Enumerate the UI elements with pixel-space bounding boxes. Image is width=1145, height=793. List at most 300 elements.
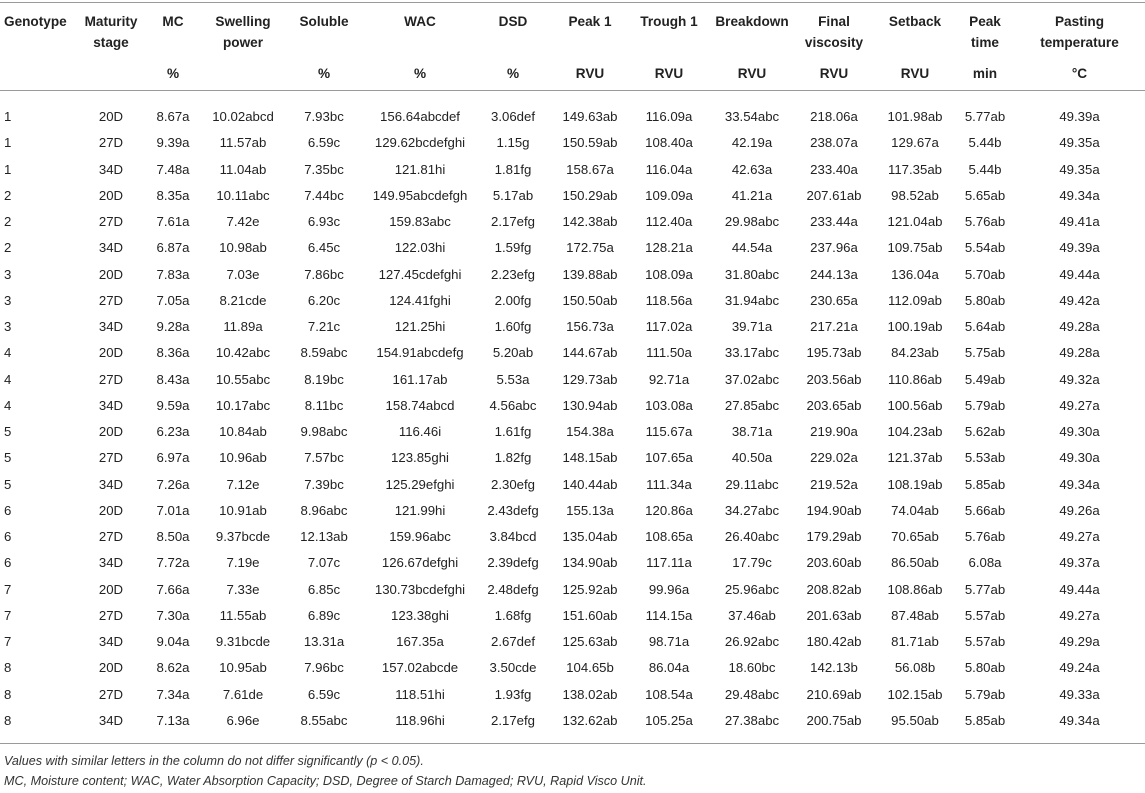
footnote-significance: Values with similar letters in the column do not differ significantly (p < 0.05). bbox=[4, 754, 424, 768]
cell-trough-1: 111.50a bbox=[646, 345, 692, 361]
cell-peak-1: 155.13a bbox=[566, 502, 614, 518]
cell-peak-time: 5.53ab bbox=[964, 450, 1006, 466]
cell-breakdown: 17.79c bbox=[732, 555, 772, 571]
cell-peak-time: 5.75ab bbox=[964, 345, 1006, 361]
header-setback: Setback RVU bbox=[888, 14, 942, 81]
cell-setback: 87.48ab bbox=[891, 607, 939, 623]
cell-setback: 95.50ab bbox=[891, 712, 939, 728]
cell-mc: 8.35a bbox=[156, 187, 190, 203]
cell-maturity-stage: 27D bbox=[98, 607, 124, 623]
cell-swelling-power: 11.57ab bbox=[219, 135, 267, 151]
cell-pasting-temperature: 49.32a bbox=[1059, 371, 1100, 387]
cell-swelling-power: 11.04ab bbox=[219, 161, 267, 177]
cell-mc: 9.04a bbox=[156, 634, 190, 650]
cell-genotype: 6 bbox=[4, 529, 12, 545]
cell-breakdown: 31.94abc bbox=[724, 292, 780, 308]
cell-swelling-power: 10.84ab bbox=[219, 424, 267, 440]
cell-dsd: 2.48defg bbox=[487, 581, 539, 597]
cell-breakdown: 26.40abc bbox=[724, 529, 780, 545]
cell-mc: 7.30a bbox=[156, 607, 190, 623]
cell-pasting-temperature: 49.44a bbox=[1059, 266, 1100, 282]
cell-mc: 8.67a bbox=[156, 109, 190, 125]
cell-mc: 9.39a bbox=[156, 135, 190, 151]
cell-final-viscosity: 203.60ab bbox=[806, 555, 862, 571]
cell-wac: 149.95abcdefgh bbox=[372, 187, 468, 203]
cell-peak-1: 149.63ab bbox=[562, 109, 618, 125]
cell-trough-1: 128.21a bbox=[645, 240, 693, 256]
cell-swelling-power: 11.55ab bbox=[219, 607, 267, 623]
cell-genotype: 4 bbox=[4, 345, 12, 361]
cell-soluble: 8.11bc bbox=[304, 397, 344, 413]
cell-trough-1: 108.40a bbox=[645, 135, 693, 151]
cell-soluble: 7.96bc bbox=[304, 660, 344, 676]
cell-breakdown: 34.27abc bbox=[724, 502, 780, 518]
cell-peak-1: 151.60ab bbox=[562, 607, 618, 623]
cell-breakdown: 42.19a bbox=[731, 135, 773, 151]
table-row bbox=[0, 209, 1145, 235]
cell-maturity-stage: 34D bbox=[98, 240, 124, 256]
cell-peak-1: 148.15ab bbox=[562, 450, 618, 466]
cell-pasting-temperature: 49.39a bbox=[1059, 240, 1100, 256]
cell-maturity-stage: 34D bbox=[98, 634, 124, 650]
cell-trough-1: 107.65a bbox=[645, 450, 693, 466]
cell-final-viscosity: 219.52a bbox=[810, 476, 858, 492]
cell-maturity-stage: 20D bbox=[98, 187, 124, 203]
cell-peak-time: 5.64ab bbox=[964, 319, 1006, 335]
cell-peak-time: 5.76ab bbox=[964, 529, 1006, 545]
table-row bbox=[0, 445, 1145, 471]
cell-peak-time: 5.77ab bbox=[964, 581, 1006, 597]
cell-maturity-stage: 20D bbox=[98, 502, 124, 518]
cell-setback: 70.65ab bbox=[891, 529, 939, 545]
cell-wac: 130.73bcdefghi bbox=[374, 581, 466, 597]
header-genotype: Genotype bbox=[4, 14, 67, 29]
cell-swelling-power: 10.95ab bbox=[219, 660, 267, 676]
cell-mc: 8.62a bbox=[156, 660, 190, 676]
cell-peak-1: 140.44ab bbox=[562, 476, 618, 492]
cell-final-viscosity: 210.69ab bbox=[806, 686, 862, 702]
cell-final-viscosity: 229.02a bbox=[810, 450, 858, 466]
cell-pasting-temperature: 49.42a bbox=[1059, 292, 1100, 308]
cell-trough-1: 108.65a bbox=[645, 529, 693, 545]
cell-peak-time: 5.57ab bbox=[964, 634, 1006, 650]
cell-swelling-power: 7.12e bbox=[226, 476, 260, 492]
cell-dsd: 1.60fg bbox=[494, 319, 532, 335]
cell-maturity-stage: 20D bbox=[98, 581, 124, 597]
table-header bbox=[0, 11, 1145, 89]
cell-pasting-temperature: 49.34a bbox=[1059, 476, 1100, 492]
cell-peak-time: 5.44b bbox=[968, 161, 1002, 177]
cell-soluble: 7.39bc bbox=[304, 476, 344, 492]
cell-soluble: 7.44bc bbox=[304, 187, 344, 203]
cell-genotype: 1 bbox=[4, 135, 12, 151]
cell-soluble: 6.59c bbox=[307, 686, 341, 702]
cell-swelling-power: 7.61de bbox=[222, 686, 264, 702]
cell-final-viscosity: 233.44a bbox=[810, 214, 858, 230]
cell-wac: 127.45cdefghi bbox=[378, 266, 462, 282]
cell-breakdown: 26.92abc bbox=[724, 634, 780, 650]
cell-genotype: 6 bbox=[4, 555, 12, 571]
cell-breakdown: 44.54a bbox=[731, 240, 773, 256]
cell-mc: 7.01a bbox=[156, 502, 190, 518]
cell-wac: 121.25hi bbox=[394, 319, 446, 335]
cell-pasting-temperature: 49.35a bbox=[1059, 135, 1100, 151]
cell-breakdown: 41.21a bbox=[731, 187, 773, 203]
cell-breakdown: 37.46ab bbox=[728, 607, 776, 623]
cell-pasting-temperature: 49.39a bbox=[1059, 109, 1100, 125]
cell-swelling-power: 10.55abc bbox=[215, 371, 271, 387]
cell-pasting-temperature: 49.37a bbox=[1059, 555, 1100, 571]
cell-genotype: 7 bbox=[4, 581, 12, 597]
cell-soluble: 7.07c bbox=[307, 555, 341, 571]
cell-maturity-stage: 20D bbox=[98, 660, 124, 676]
cell-trough-1: 117.02a bbox=[645, 319, 693, 335]
cell-wac: 159.96abc bbox=[389, 529, 451, 545]
cell-soluble: 8.19bc bbox=[304, 371, 344, 387]
cell-dsd: 1.59fg bbox=[494, 240, 532, 256]
cell-mc: 7.83a bbox=[156, 266, 190, 282]
cell-final-viscosity: 200.75ab bbox=[806, 712, 862, 728]
cell-maturity-stage: 20D bbox=[98, 266, 124, 282]
cell-pasting-temperature: 49.29a bbox=[1059, 634, 1100, 650]
cell-breakdown: 33.54abc bbox=[724, 109, 780, 125]
header-wac: WAC % bbox=[404, 14, 436, 81]
cell-genotype: 3 bbox=[4, 266, 12, 282]
cell-peak-1: 150.29ab bbox=[562, 187, 618, 203]
cell-dsd: 4.56abc bbox=[489, 397, 537, 413]
cell-swelling-power: 10.02abcd bbox=[212, 109, 274, 125]
cell-trough-1: 114.15a bbox=[645, 607, 693, 623]
cell-soluble: 7.35bc bbox=[304, 161, 344, 177]
cell-wac: 123.38ghi bbox=[391, 607, 449, 623]
cell-swelling-power: 7.33e bbox=[226, 581, 260, 597]
cell-soluble: 13.31a bbox=[303, 634, 345, 650]
cell-genotype: 4 bbox=[4, 397, 12, 413]
cell-setback: 98.52ab bbox=[891, 187, 939, 203]
cell-maturity-stage: 27D bbox=[98, 450, 124, 466]
cell-peak-time: 5.66ab bbox=[964, 502, 1006, 518]
cell-trough-1: 117.11a bbox=[646, 555, 692, 571]
cell-pasting-temperature: 49.26a bbox=[1059, 502, 1100, 518]
cell-swelling-power: 7.03e bbox=[226, 266, 260, 282]
cell-final-viscosity: 219.90a bbox=[810, 424, 858, 440]
cell-final-viscosity: 203.65ab bbox=[806, 397, 862, 413]
cell-mc: 6.87a bbox=[156, 240, 190, 256]
cell-swelling-power: 10.11abc bbox=[216, 187, 270, 203]
cell-peak-time: 5.79ab bbox=[964, 686, 1006, 702]
cell-maturity-stage: 34D bbox=[98, 319, 124, 335]
footnote-abbreviations: MC, Moisture content; WAC, Water Absorption Capacity; DSD, Degree of Starch Damaged; RVU, Rapid Visco Unit. bbox=[4, 774, 647, 788]
cell-pasting-temperature: 49.35a bbox=[1059, 161, 1100, 177]
data-table bbox=[0, 104, 1145, 734]
cell-trough-1: 118.56a bbox=[645, 292, 693, 308]
cell-trough-1: 116.09a bbox=[645, 109, 693, 125]
cell-setback: 81.71ab bbox=[891, 634, 939, 650]
cell-mc: 8.43a bbox=[156, 371, 190, 387]
cell-mc: 7.61a bbox=[156, 214, 190, 230]
cell-trough-1: 108.09a bbox=[645, 266, 693, 282]
cell-trough-1: 92.71a bbox=[648, 371, 690, 387]
cell-peak-1: 125.63ab bbox=[562, 634, 618, 650]
cell-final-viscosity: 142.13b bbox=[810, 660, 858, 676]
cell-genotype: 8 bbox=[4, 660, 12, 676]
cell-dsd: 2.00fg bbox=[494, 292, 532, 308]
cell-dsd: 1.68fg bbox=[494, 607, 532, 623]
cell-setback: 101.98ab bbox=[887, 109, 943, 125]
header-mc: MC % bbox=[162, 14, 184, 81]
cell-peak-1: 139.88ab bbox=[562, 266, 618, 282]
cell-peak-1: 156.73a bbox=[566, 319, 614, 335]
table-row bbox=[0, 130, 1145, 156]
table-row bbox=[0, 157, 1145, 183]
cell-setback: 109.75ab bbox=[887, 240, 943, 256]
cell-breakdown: 29.48abc bbox=[724, 686, 780, 702]
cell-soluble: 6.20c bbox=[307, 292, 341, 308]
cell-mc: 7.05a bbox=[156, 292, 190, 308]
table-row bbox=[0, 550, 1145, 576]
top-rule bbox=[0, 2, 1145, 3]
cell-peak-time: 5.49ab bbox=[964, 371, 1006, 387]
cell-soluble: 7.57bc bbox=[304, 450, 344, 466]
cell-genotype: 2 bbox=[4, 214, 12, 230]
cell-peak-1: 150.50ab bbox=[562, 292, 618, 308]
cell-maturity-stage: 27D bbox=[98, 214, 124, 230]
cell-pasting-temperature: 49.41a bbox=[1059, 214, 1100, 230]
cell-final-viscosity: 217.21a bbox=[810, 319, 858, 335]
cell-breakdown: 18.60bc bbox=[728, 660, 776, 676]
cell-setback: 108.86ab bbox=[887, 581, 943, 597]
cell-final-viscosity: 195.73ab bbox=[806, 345, 862, 361]
cell-final-viscosity: 194.90ab bbox=[806, 502, 862, 518]
cell-peak-1: 130.94ab bbox=[562, 397, 618, 413]
cell-trough-1: 103.08a bbox=[645, 397, 693, 413]
cell-mc: 8.36a bbox=[156, 345, 190, 361]
cell-peak-time: 5.76ab bbox=[964, 214, 1006, 230]
cell-genotype: 8 bbox=[4, 686, 12, 702]
cell-peak-time: 5.85ab bbox=[964, 476, 1006, 492]
cell-peak-1: 138.02ab bbox=[562, 686, 618, 702]
cell-peak-time: 5.44b bbox=[968, 135, 1002, 151]
cell-wac: 118.51hi bbox=[395, 686, 445, 702]
cell-swelling-power: 10.96ab bbox=[219, 450, 267, 466]
cell-pasting-temperature: 49.30a bbox=[1059, 450, 1100, 466]
cell-final-viscosity: 230.65a bbox=[810, 292, 858, 308]
cell-swelling-power: 11.89a bbox=[223, 319, 263, 335]
header-swelling-power: Swelling power bbox=[215, 14, 271, 50]
cell-maturity-stage: 34D bbox=[98, 555, 124, 571]
cell-trough-1: 98.71a bbox=[648, 634, 690, 650]
cell-peak-1: 172.75a bbox=[566, 240, 614, 256]
cell-setback: 100.56ab bbox=[887, 397, 943, 413]
cell-setback: 74.04ab bbox=[891, 502, 939, 518]
cell-swelling-power: 9.37bcde bbox=[215, 529, 271, 545]
header-soluble: Soluble % bbox=[299, 14, 349, 81]
cell-genotype: 1 bbox=[4, 109, 12, 125]
cell-breakdown: 40.50a bbox=[731, 450, 773, 466]
cell-setback: 110.86ab bbox=[887, 371, 943, 387]
cell-trough-1: 105.25a bbox=[645, 712, 693, 728]
cell-dsd: 3.06def bbox=[491, 109, 535, 125]
table-row bbox=[0, 314, 1145, 340]
table-row bbox=[0, 367, 1145, 393]
cell-soluble: 8.96abc bbox=[300, 502, 348, 518]
cell-maturity-stage: 20D bbox=[98, 109, 124, 125]
cell-mc: 6.97a bbox=[156, 450, 190, 466]
cell-wac: 125.29efghi bbox=[385, 476, 455, 492]
cell-final-viscosity: 238.07a bbox=[810, 135, 858, 151]
cell-setback: 117.35ab bbox=[887, 161, 943, 177]
cell-pasting-temperature: 49.28a bbox=[1059, 345, 1100, 361]
cell-mc: 9.59a bbox=[156, 397, 190, 413]
table-row bbox=[0, 393, 1145, 419]
cell-peak-time: 5.77ab bbox=[964, 109, 1006, 125]
cell-swelling-power: 7.19e bbox=[226, 555, 260, 571]
cell-maturity-stage: 27D bbox=[98, 529, 124, 545]
cell-final-viscosity: 208.82ab bbox=[806, 581, 862, 597]
cell-wac: 158.74abcd bbox=[385, 397, 455, 413]
cell-genotype: 3 bbox=[4, 319, 12, 335]
cell-wac: 118.96hi bbox=[395, 712, 445, 728]
cell-setback: 104.23ab bbox=[887, 424, 943, 440]
cell-trough-1: 120.86a bbox=[645, 502, 693, 518]
cell-swelling-power: 8.21cde bbox=[219, 292, 267, 308]
cell-pasting-temperature: 49.27a bbox=[1059, 529, 1100, 545]
cell-mc: 7.72a bbox=[156, 555, 190, 571]
cell-breakdown: 39.71a bbox=[731, 319, 773, 335]
cell-wac: 161.17ab bbox=[392, 371, 448, 387]
cell-peak-time: 5.65ab bbox=[964, 187, 1006, 203]
cell-genotype: 3 bbox=[4, 292, 12, 308]
cell-setback: 108.19ab bbox=[887, 476, 943, 492]
cell-breakdown: 25.96abc bbox=[724, 581, 780, 597]
table-row bbox=[0, 682, 1145, 708]
cell-swelling-power: 10.17abc bbox=[215, 397, 271, 413]
cell-trough-1: 115.67a bbox=[645, 424, 693, 440]
cell-wac: 116.46i bbox=[398, 424, 442, 440]
cell-breakdown: 33.17abc bbox=[724, 345, 780, 361]
cell-peak-1: 132.62ab bbox=[562, 712, 618, 728]
cell-trough-1: 109.09a bbox=[645, 187, 693, 203]
cell-mc: 7.13a bbox=[156, 712, 190, 728]
cell-dsd: 2.23efg bbox=[491, 266, 535, 282]
cell-peak-time: 5.70ab bbox=[964, 266, 1006, 282]
cell-mc: 9.28a bbox=[156, 319, 190, 335]
cell-wac: 154.91abcdefg bbox=[376, 345, 464, 361]
cell-setback: 84.23ab bbox=[891, 345, 939, 361]
cell-peak-1: 142.38ab bbox=[562, 214, 618, 230]
table-row bbox=[0, 262, 1145, 288]
cell-soluble: 9.98abc bbox=[300, 424, 348, 440]
cell-maturity-stage: 34D bbox=[98, 161, 124, 177]
cell-genotype: 6 bbox=[4, 502, 12, 518]
cell-maturity-stage: 34D bbox=[98, 476, 124, 492]
cell-soluble: 8.59abc bbox=[300, 345, 348, 361]
cell-dsd: 5.17ab bbox=[492, 187, 534, 203]
table-row bbox=[0, 498, 1145, 524]
cell-peak-time: 5.79ab bbox=[964, 397, 1006, 413]
cell-breakdown: 31.80abc bbox=[724, 266, 780, 282]
header-maturity-stage: Maturity stage bbox=[84, 14, 138, 50]
cell-mc: 7.26a bbox=[156, 476, 190, 492]
cell-pasting-temperature: 49.24a bbox=[1059, 660, 1100, 676]
cell-genotype: 8 bbox=[4, 712, 12, 728]
cell-setback: 129.67a bbox=[891, 135, 939, 151]
cell-genotype: 4 bbox=[4, 371, 12, 387]
cell-pasting-temperature: 49.34a bbox=[1059, 712, 1100, 728]
cell-dsd: 2.30efg bbox=[491, 476, 535, 492]
cell-mc: 7.48a bbox=[156, 161, 190, 177]
cell-peak-time: 5.85ab bbox=[964, 712, 1006, 728]
cell-soluble: 7.86bc bbox=[304, 266, 344, 282]
cell-peak-1: 125.92ab bbox=[562, 581, 618, 597]
cell-pasting-temperature: 49.34a bbox=[1059, 187, 1100, 203]
cell-wac: 126.67defghi bbox=[381, 555, 459, 571]
cell-genotype: 7 bbox=[4, 634, 12, 650]
cell-wac: 157.02abcde bbox=[381, 660, 459, 676]
cell-mc: 6.23a bbox=[156, 424, 190, 440]
cell-pasting-temperature: 49.30a bbox=[1059, 424, 1100, 440]
cell-wac: 129.62bcdefghi bbox=[374, 135, 466, 151]
header-trough-1: Trough 1 RVU bbox=[640, 14, 698, 81]
cell-peak-1: 134.90ab bbox=[562, 555, 618, 571]
table-row bbox=[0, 577, 1145, 603]
table-row bbox=[0, 235, 1145, 261]
cell-dsd: 5.53a bbox=[496, 371, 530, 387]
cell-maturity-stage: 27D bbox=[98, 135, 124, 151]
table-row bbox=[0, 340, 1145, 366]
cell-final-viscosity: 180.42ab bbox=[806, 634, 862, 650]
cell-final-viscosity: 244.13a bbox=[810, 266, 858, 282]
cell-genotype: 2 bbox=[4, 240, 12, 256]
cell-setback: 102.15ab bbox=[887, 686, 943, 702]
cell-swelling-power: 9.31bcde bbox=[215, 634, 271, 650]
cell-dsd: 3.50cde bbox=[489, 660, 537, 676]
header-peak-1: Peak 1 RVU bbox=[568, 14, 612, 81]
cell-pasting-temperature: 49.27a bbox=[1059, 397, 1100, 413]
cell-genotype: 7 bbox=[4, 607, 12, 623]
cell-wac: 121.81hi bbox=[394, 161, 446, 177]
cell-setback: 86.50ab bbox=[891, 555, 939, 571]
cell-final-viscosity: 179.29ab bbox=[806, 529, 862, 545]
cell-mc: 7.34a bbox=[156, 686, 190, 702]
cell-wac: 167.35a bbox=[396, 634, 444, 650]
cell-soluble: 8.55abc bbox=[300, 712, 348, 728]
header-breakdown: Breakdown RVU bbox=[715, 14, 789, 81]
cell-soluble: 6.45c bbox=[307, 240, 341, 256]
cell-dsd: 3.84bcd bbox=[489, 529, 537, 545]
header-peak-time: Peak time min bbox=[969, 14, 1001, 81]
cell-breakdown: 42.63a bbox=[731, 161, 773, 177]
cell-breakdown: 29.11abc bbox=[725, 476, 779, 492]
table-row bbox=[0, 655, 1145, 681]
cell-dsd: 1.61fg bbox=[494, 424, 532, 440]
cell-maturity-stage: 34D bbox=[98, 397, 124, 413]
cell-trough-1: 112.40a bbox=[645, 214, 693, 230]
cell-final-viscosity: 201.63ab bbox=[806, 607, 862, 623]
cell-genotype: 5 bbox=[4, 476, 12, 492]
cell-trough-1: 86.04a bbox=[648, 660, 690, 676]
cell-breakdown: 27.38abc bbox=[724, 712, 780, 728]
cell-mc: 8.50a bbox=[156, 529, 190, 545]
cell-peak-time: 5.80ab bbox=[964, 292, 1006, 308]
cell-setback: 136.04a bbox=[891, 266, 939, 282]
cell-pasting-temperature: 49.44a bbox=[1059, 581, 1100, 597]
cell-dsd: 1.15g bbox=[496, 135, 530, 151]
cell-breakdown: 29.98abc bbox=[724, 214, 780, 230]
cell-dsd: 1.82fg bbox=[494, 450, 532, 466]
cell-dsd: 1.81fg bbox=[494, 161, 532, 177]
cell-pasting-temperature: 49.27a bbox=[1059, 607, 1100, 623]
